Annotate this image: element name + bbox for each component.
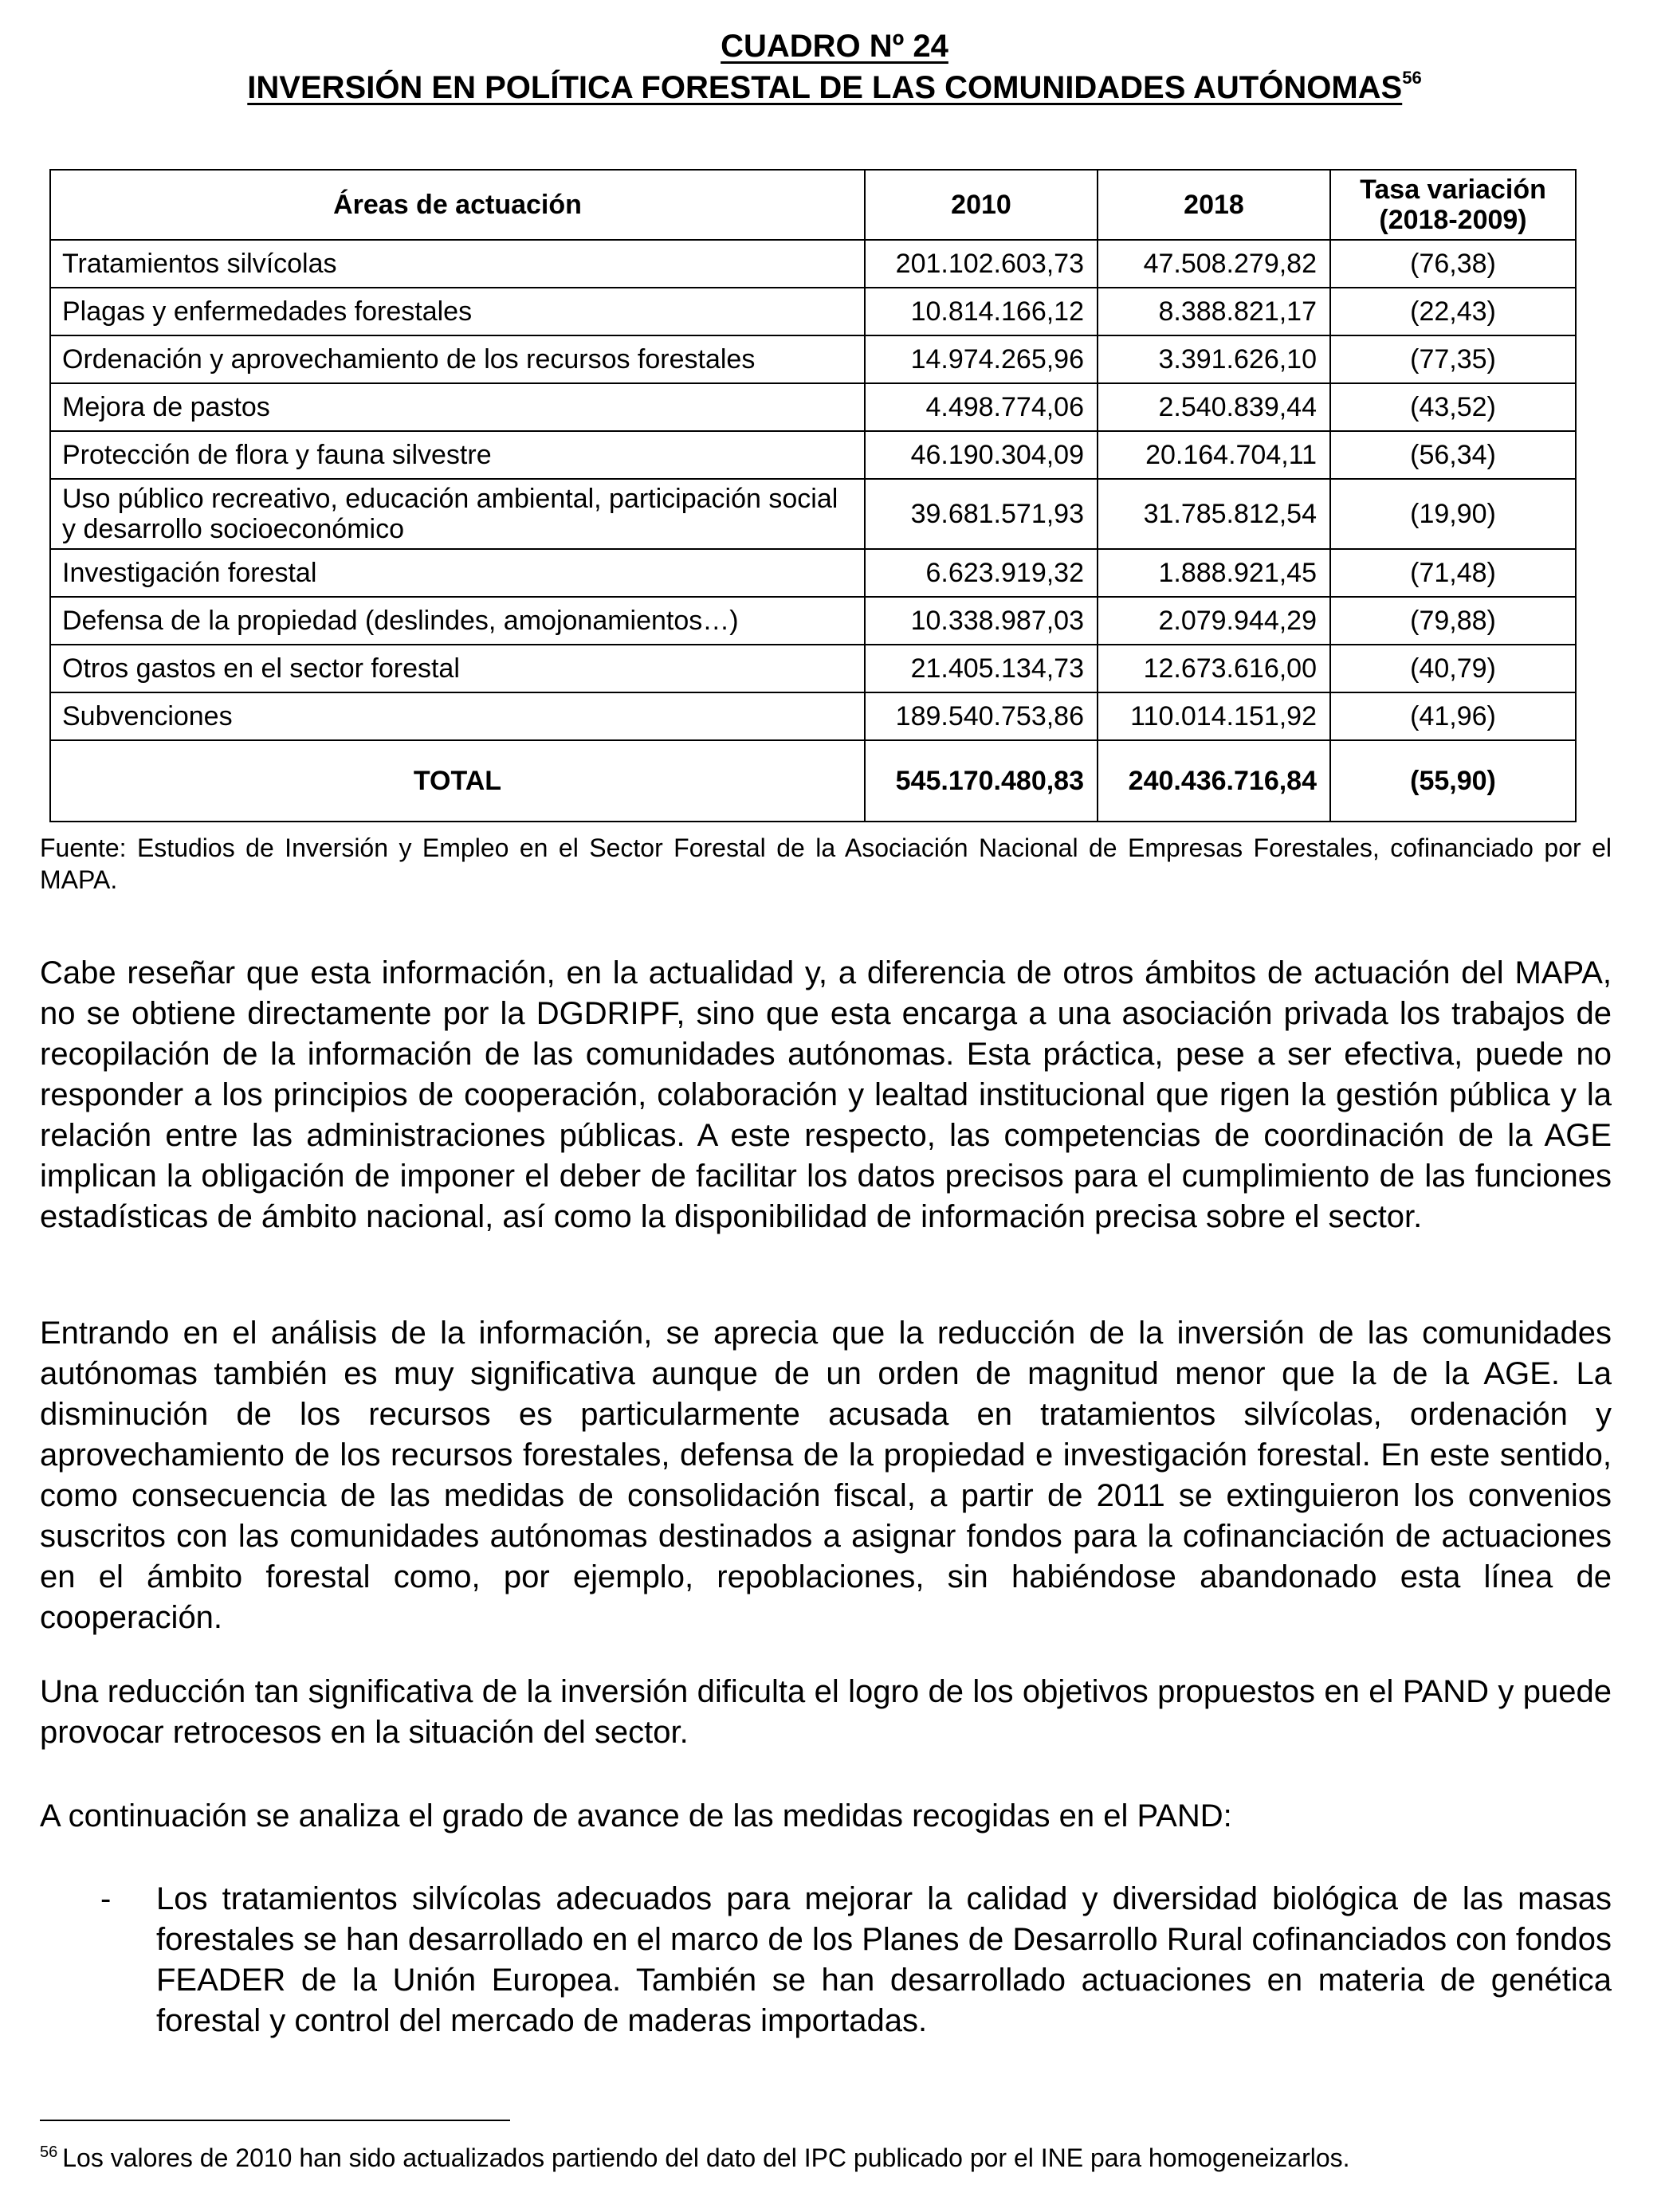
table-row (50, 479, 1576, 549)
cell-area: Tratamientos silvícolas (50, 240, 865, 288)
table-title-text: INVERSIÓN EN POLÍTICA FORESTAL DE LAS COMUNIDADES AUTÓNOMAS (247, 70, 1403, 105)
cell-2010: 10.814.166,12 (865, 288, 1098, 335)
cell-area: Plagas y enfermedades forestales (50, 288, 865, 335)
cell-2018: 47.508.279,82 (1098, 240, 1330, 288)
table-source-note: Fuente: Estudios de Inversión y Empleo en el Sector Forestal de la Asociación Nacional de Empresas Forestales, cofinanciado por el MAPA. (40, 833, 1612, 894)
table-row (50, 240, 1576, 288)
table-header-row (50, 170, 1576, 240)
table-row (50, 549, 1576, 597)
cell-2018: 2.079.944,29 (1098, 597, 1330, 645)
total-label: TOTAL (50, 740, 865, 822)
cell-2010: 201.102.603,73 (865, 240, 1098, 288)
cell-area: Ordenación y aprovechamiento de los recursos forestales (50, 335, 865, 383)
cell-rate: (19,90) (1330, 479, 1576, 549)
cell-area: Otros gastos en el sector forestal (50, 645, 865, 692)
header-rate: Tasa variación (2018-2009) (1330, 170, 1576, 240)
paragraph-3: Una reducción tan significativa de la inversión dificulta el logro de los objetivos propuestos en el PAND y puede provocar retrocesos en la situación del sector. (40, 1674, 1612, 1750)
footnote-text: Los valores de 2010 han sido actualizados partiendo del dato del IPC publicado por el INE para homogeneizarlos. (62, 2143, 1350, 2172)
footnote (40, 2142, 1612, 2174)
footnote-number: 56 (40, 2143, 58, 2161)
investment-table (49, 169, 1577, 822)
total-2010: 545.170.480,83 (865, 740, 1098, 822)
cell-2010: 46.190.304,09 (865, 431, 1098, 479)
cell-rate: (71,48) (1330, 549, 1576, 597)
cell-2018: 20.164.704,11 (1098, 431, 1330, 479)
table-row (50, 597, 1576, 645)
cell-2018: 8.388.821,17 (1098, 288, 1330, 335)
cell-2010: 39.681.571,93 (865, 479, 1098, 549)
cell-rate: (56,34) (1330, 431, 1576, 479)
cell-rate: (41,96) (1330, 692, 1576, 740)
table-total-row (50, 740, 1576, 822)
cell-rate: (43,52) (1330, 383, 1576, 431)
header-areas: Áreas de actuación (50, 170, 865, 240)
cell-rate: (79,88) (1330, 597, 1576, 645)
cell-2018: 3.391.626,10 (1098, 335, 1330, 383)
cell-rate: (22,43) (1330, 288, 1576, 335)
cell-2010: 189.540.753,86 (865, 692, 1098, 740)
header-2018: 2018 (1098, 170, 1330, 240)
cell-area: Subvenciones (50, 692, 865, 740)
cell-2010: 21.405.134,73 (865, 645, 1098, 692)
table-row (50, 335, 1576, 383)
cell-2018: 110.014.151,92 (1098, 692, 1330, 740)
cell-2018: 2.540.839,44 (1098, 383, 1330, 431)
cell-rate: (76,38) (1330, 240, 1576, 288)
cell-2018: 12.673.616,00 (1098, 645, 1330, 692)
bullet-text: Los tratamientos silvícolas adecuados para mejorar la calidad y diversidad biológica de las masas forestales se han desarrollado en el marco de los Planes de Desarrollo Rural cofinanciados con fondos FEADER de la Unión Europea. También se han desarrollado actuaciones en materia de genética forestal y control del mercado de maderas importadas. (156, 1881, 1612, 2038)
cell-2010: 6.623.919,32 (865, 549, 1098, 597)
cell-2018: 1.888.921,45 (1098, 549, 1330, 597)
cell-2010: 14.974.265,96 (865, 335, 1098, 383)
total-rate: (55,90) (1330, 740, 1576, 822)
paragraph-2: Entrando en el análisis de la información, se aprecia que la reducción de la inversión de las comunidades autónomas también es muy significativa aunque de un orden de magnitud menor que la de la AGE. La disminución de los recursos es particularmente acusada en tratamientos silvícolas, ordenación y aprovechamiento de los recursos forestales, defensa de la propiedad e investigación forestal. En este sentido, como consecuencia de las medidas de consolidación fiscal, a partir de 2011 se extinguieron los convenios suscritos con las comunidades autónomas destinados a asignar fondos para la cofinanciación de actuaciones en el ámbito forestal como, por ejemplo, repoblaciones, sin habiéndose abandonado esta línea de cooperación. (40, 1316, 1612, 1635)
cell-area: Investigación forestal (50, 549, 865, 597)
cell-2010: 10.338.987,03 (865, 597, 1098, 645)
cell-2018: 31.785.812,54 (1098, 479, 1330, 549)
total-2018: 240.436.716,84 (1098, 740, 1330, 822)
table-row (50, 645, 1576, 692)
cell-rate: (40,79) (1330, 645, 1576, 692)
paragraph-4: A continuación se analiza el grado de avance de las medidas recogidas en el PAND: (40, 1798, 1232, 1834)
table-row (50, 288, 1576, 335)
table-row (50, 383, 1576, 431)
bullet-marker: - (100, 1881, 112, 1916)
table-row (50, 431, 1576, 479)
cell-2010: 4.498.774,06 (865, 383, 1098, 431)
table-row (50, 692, 1576, 740)
footnote-separator (40, 2120, 510, 2121)
cell-area: Protección de flora y fauna silvestre (50, 431, 865, 479)
cell-rate: (77,35) (1330, 335, 1576, 383)
cell-area: Uso público recreativo, educación ambiental, participación social y desarrollo socioeconómico (50, 479, 865, 549)
paragraph-1: Cabe reseñar que esta información, en la actualidad y, a diferencia de otros ámbitos de actuación del MAPA, no se obtiene directamente por la DGDRIPF, sino que esta encarga a una asociación privada los trabajos de recopilación de la información de las comunidades autónomas. Esta práctica, pese a ser efectiva, puede no responder a los principios de cooperación, colaboración y lealtad institucional que rigen la gestión pública y la relación entre las administraciones públicas. A este respecto, las competencias de coordinación de la AGE implican la obligación de imponer el deber de facilitar los datos precisos para el cumplimiento de las funciones estadísticas de ámbito nacional, así como la disponibilidad de información precisa sobre el sector. (40, 955, 1612, 1234)
cell-area: Mejora de pastos (50, 383, 865, 431)
table-title: INVERSIÓN EN POLÍTICA FORESTAL DE LAS COMUNIDADES AUTÓNOMAS$^{56}$ (247, 68, 1422, 105)
table-number-title: CUADRO Nº 24 (721, 29, 948, 64)
header-2010: 2010 (865, 170, 1098, 240)
cell-area: Defensa de la propiedad (deslindes, amojonamientos…) (50, 597, 865, 645)
